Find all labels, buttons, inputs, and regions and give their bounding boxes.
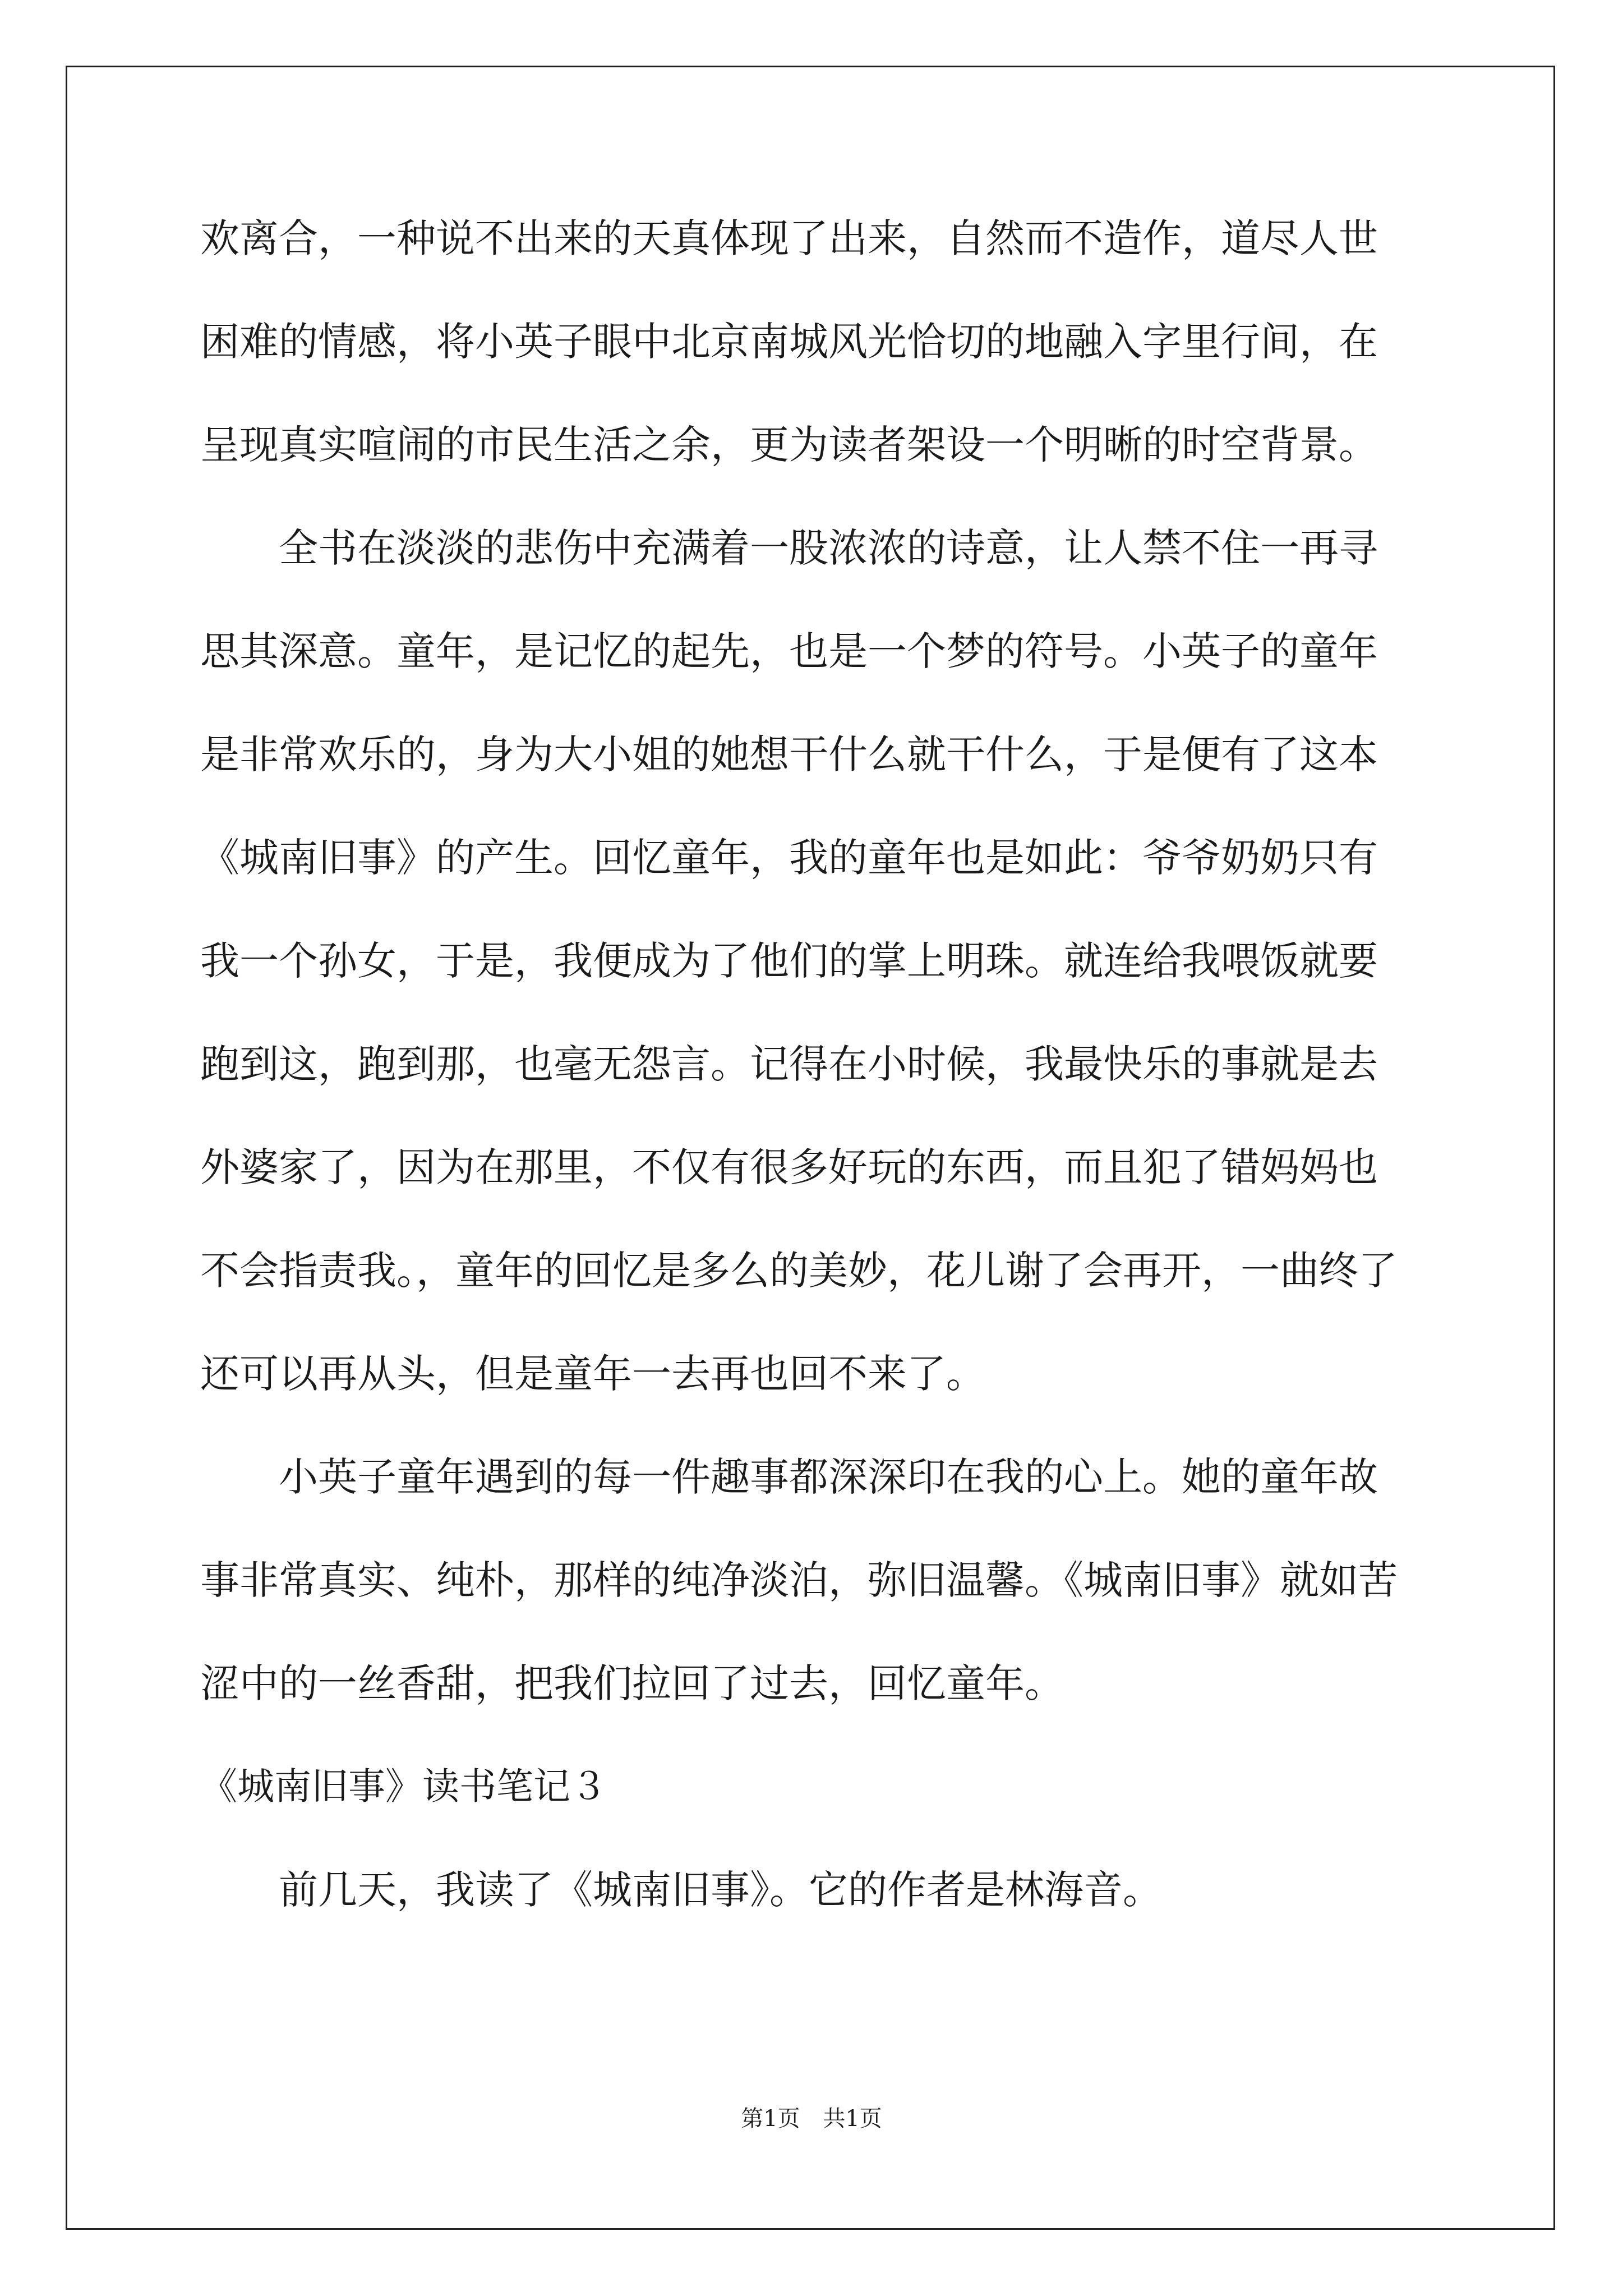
text-line: 还可以再从头，但是童年一去再也回不来了。 <box>200 1351 985 1397</box>
text-line: 跑到这，跑到那，也毫无怨言。记得在小时候，我最快乐的事就是去 <box>200 1041 1378 1087</box>
page-number-current: 第1页 <box>741 2106 800 2132</box>
text-line: 呈现真实喧闹的市民生活之余，更为读者架设一个明晰的时空背景。 <box>200 422 1378 468</box>
text-line: 我一个孙女，于是，我便成为了他们的掌上明珠。就连给我喂饭就要 <box>200 938 1378 984</box>
document-body <box>200 210 1428 1965</box>
text-line: 思其深意。童年，是记忆的起先，也是一个梦的符号。小英子的童年 <box>200 628 1378 674</box>
text-line: 外婆家了，因为在那里，不仅有很多好玩的东西，而且犯了错妈妈也 <box>200 1144 1378 1190</box>
page-footer <box>0 2105 1623 2133</box>
page-number-total: 共1页 <box>823 2106 882 2132</box>
text-line: 欢离合，一种说不出来的天真体现了出来，自然而不造作，道尽人世 <box>200 215 1378 261</box>
text-line: 是非常欢乐的，身为大小姐的她想干什么就干什么，于是便有了这本 <box>200 731 1378 777</box>
text-line: 困难的情感，将小英子眼中北京南城风光恰切的地融入字里行间，在 <box>200 319 1378 365</box>
text-line: 不会指责我。，童年的回忆是多么的美妙，花儿谢了会再开，一曲终了 <box>200 1248 1398 1294</box>
text-line: 《城南旧事》的产生。回忆童年，我的童年也是如此：爷爷奶奶只有 <box>200 835 1378 881</box>
paragraph-start-line: 全书在淡淡的悲伤中充满着一股浓浓的诗意，让人禁不住一再寻 <box>279 525 1378 571</box>
text-line: 涩中的一丝香甜，把我们拉回了过去，回忆童年。 <box>200 1660 1064 1706</box>
paragraph-start-line: 小英子童年遇到的每一件趣事都深深印在我的心上。她的童年故 <box>279 1454 1378 1500</box>
paragraph-start-line: 前几天，我读了《城南旧事》。它的作者是林海音。 <box>279 1867 1162 1913</box>
text-line: 事非常真实、纯朴，那样的纯净淡泊，弥旧温馨。《城南旧事》就如苦 <box>200 1557 1398 1603</box>
section-heading: 《城南旧事》读书笔记３ <box>200 1765 607 1808</box>
